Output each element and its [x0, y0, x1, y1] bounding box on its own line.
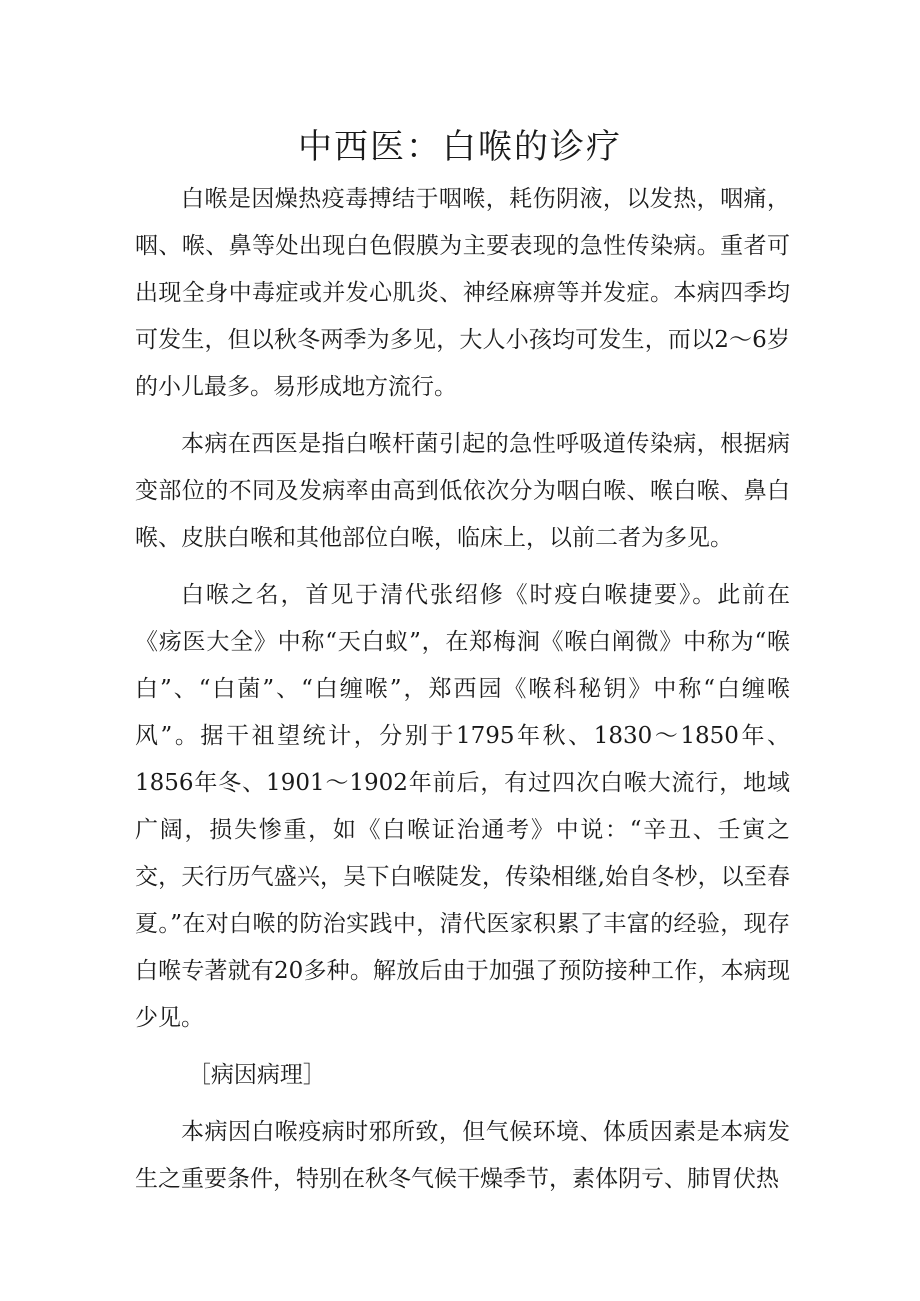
document-body — [135, 176, 790, 1213]
paragraph-intro: 白喉是因燥热疫毒搏结于咽喉，耗伤阴液，以发热，咽痛，咽、喉、鼻等处出现白色假膜为主要表现的急性传染病。重者可出现全身中毒症或并发心肌炎、神经麻痹等并发症。本病四季均可发生，但以秋冬两季为多见，大人小孩均可发生，而以2～6岁的小儿最多。易形成地方流行。 — [135, 186, 790, 400]
document-title: 中西医：白喉的诊疗 — [298, 127, 622, 167]
section-heading-etiology: ［病因病理］ — [187, 1062, 326, 1088]
paragraph-etiology: 本病因白喉疫病时邪所致，但气候环境、体质因素是本病发生之重要条件，特别在秋冬气候干燥季节，素体阴亏、肺胃伏热 — [135, 1119, 790, 1192]
paragraph-western-medicine: 本病在西医是指白喉杆菌引起的急性呼吸道传染病，根据病变部位的不同及发病率由高到低依次分为咽白喉、喉白喉、鼻白喉、皮肤白喉和其他部位白喉，临床上，以前二者为多见。 — [135, 431, 790, 551]
paragraph-history: 白喉之名，首见于清代张绍修《时疫白喉捷要》。此前在《疡医大全》中称“天白蚁”，在郑梅涧《喉白阐微》中称为“喉白”、“白菌”、“白缠喉”，郑西园《喉科秘钥》中称“白缠喉风”。据干祖望统计，分别于1795年秋、1830～1850年、1856年冬、1901～1902年前后，有过四次白喉大流行，地域广阔，损失惨重，如《白喉证治通考》中说：“辛丑、壬寅之交，天行历气盛兴，吴下白喉陡发，传染相继,始自冬杪，以至春夏。”在对白喉的防治实践中，清代医家积累了丰富的经验，现存白喉专著就有20多种。解放后由于加强了预防接种工作，本病现少见。 — [135, 582, 790, 1031]
